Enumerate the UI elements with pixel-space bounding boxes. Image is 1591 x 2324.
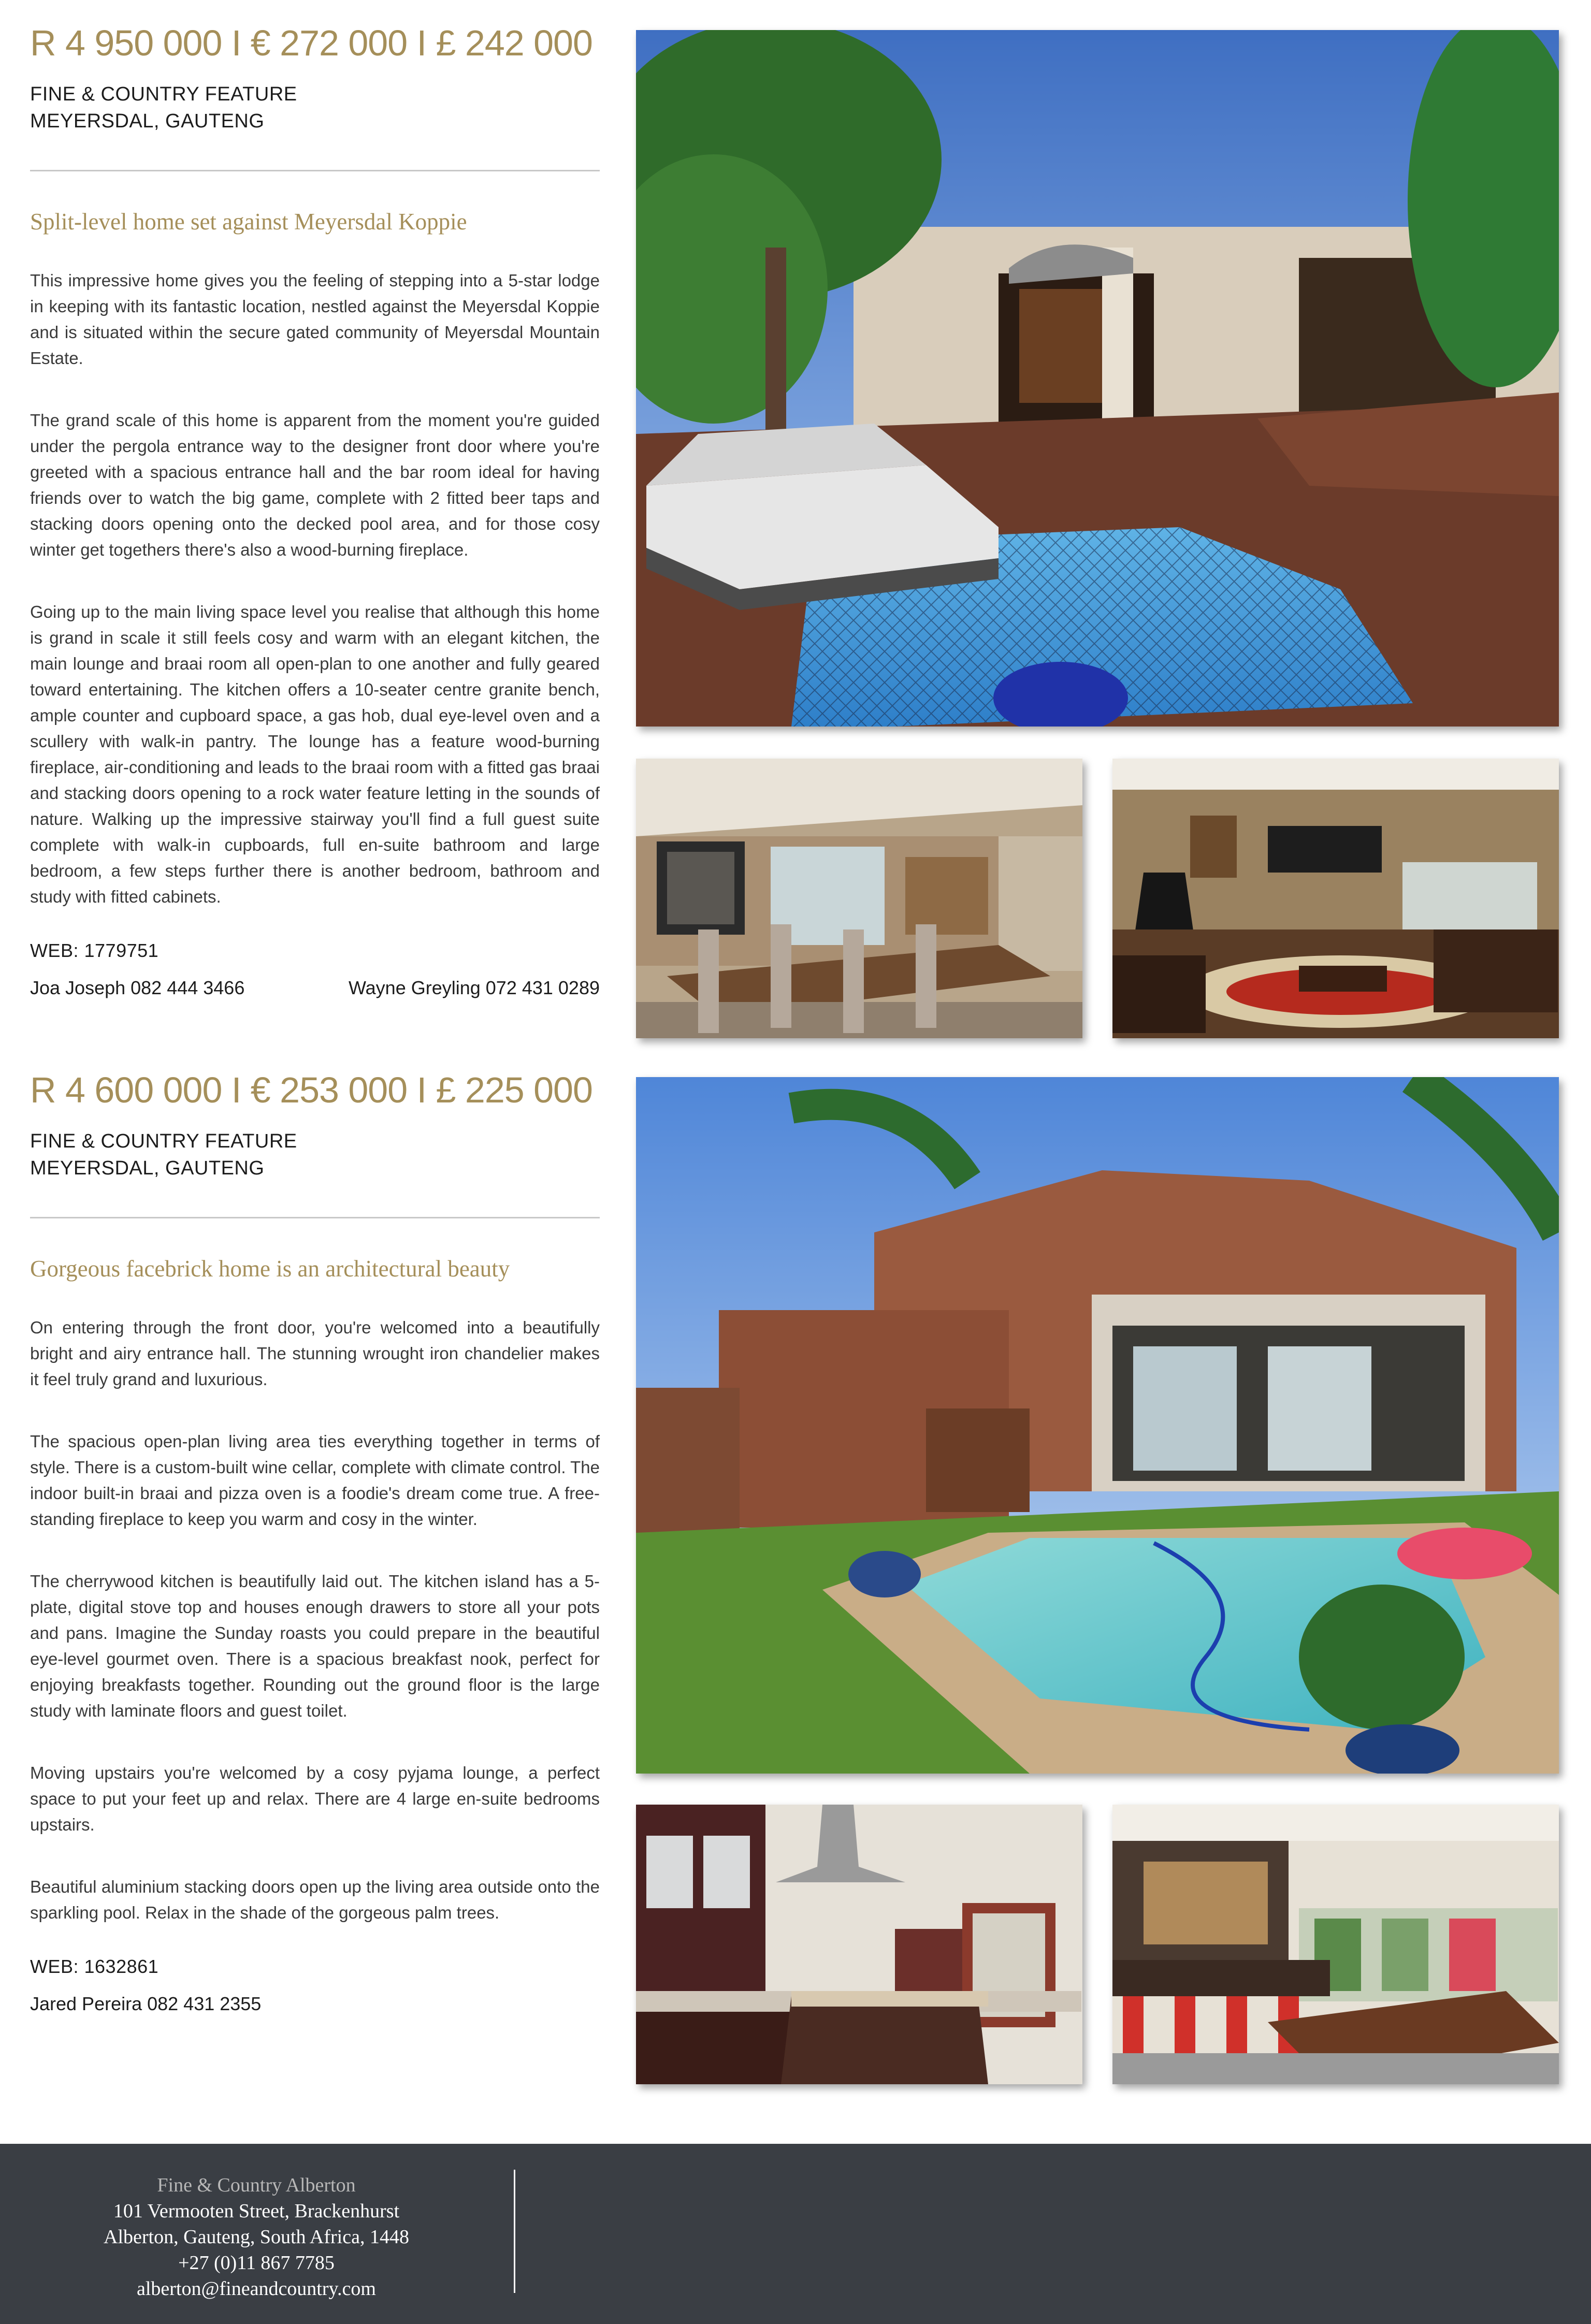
listing-1-web-ref: WEB: 1779751 [30, 940, 159, 961]
listing-2-location: MEYERSDAL, GAUTENG [30, 1157, 265, 1179]
listing-1-photo-dining-room [636, 759, 1082, 1038]
listing-1-agent-1: Joa Joseph 082 444 3466 [30, 977, 245, 998]
listing-2-paragraph-5: Beautiful aluminium stacking doors open up the living area outside onto the sparkling pool. Relax in the shade of the gorgeous palm trees. [30, 1877, 600, 1922]
listing-1-paragraph-3: Going up to the main living space level you realise that although this home is grand in scale it still feels cosy and warm with an elegant kitchen, the main lounge and braai room all open-plan to one another and fully geared toward entertaining. The kitchen offers a 10-seater centre granite bench, ample counter and cupboard space, a gas hob, dual eye-level oven and a scullery with walk-in pantry. The lounge has a feature wood-burning fireplace, air-conditioning and leads to the braai room with a fitted gas braai and stacking doors opening to a rock water feature letting in the sounds of nature. Walking up the impressive stairway you'll find a full guest suite complete with walk-in cupboards, full en-suite bathroom and large bedroom, a few steps further there is another bedroom, bathroom and study with fitted cabinets. [30, 602, 600, 906]
listing-2-photo-open-plan [1112, 1805, 1559, 2084]
listing-2-details [30, 1072, 600, 2015]
listing-1-paragraph-2: The grand scale of this home is apparent from the moment you're guided under the pergola entrance way to the designer front door where you're greeted with a spacious entrance hall and the bar room ideal for having friends over to watch the big game, complete with 2 fitted beer taps and stacking doors opening onto the decked pool area, and for those cosy winter get togethers there's also a wood-burning fireplace. [30, 411, 600, 559]
listing-2-agent-1: Jared Pereira 082 431 2355 [30, 1993, 262, 2014]
listing-1 [0, 0, 1591, 1046]
office-street: 101 Vermooten Street, Brackenhurst [113, 2200, 400, 2222]
listing-1-photo-lounge [1112, 759, 1559, 1038]
listing-2-paragraph-2: The spacious open-plan living area ties everything together in terms of style. There is a custom-built wine cellar, complete with climate control. The indoor built-in braai and pizza oven is a foodie's dream come true. A free-standing fireplace to keep you warm and cosy in the winter. [30, 1432, 600, 1529]
listing-2-photo-house-pool [636, 1077, 1559, 1774]
listing-2 [0, 1046, 1591, 2144]
office-phone[interactable]: +27 (0)11 867 7785 [178, 2252, 335, 2274]
listing-1-headline: Split-level home set against Meyersdal Koppie [30, 209, 467, 235]
office-city: Alberton, Gauteng, South Africa, 1448 [104, 2226, 409, 2248]
listing-2-photo-kitchen [636, 1805, 1082, 2084]
listing-1-agents [30, 977, 600, 999]
listing-1-paragraph-1: This impressive home gives you the feeling of stepping into a 5-star lodge in keeping with its fantastic location, nestled against the Meyersdal Koppie and is situated within the secure gated community of Meyersdal Mountain Estate. [30, 271, 600, 368]
office-footer [0, 2144, 1591, 2324]
office-name: Fine & Country Alberton [157, 2174, 356, 2196]
listing-1-feature-label: FINE & COUNTRY FEATURE [30, 83, 297, 105]
listing-2-feature-label: FINE & COUNTRY FEATURE [30, 1130, 297, 1152]
footer-divider [514, 2170, 515, 2293]
listing-2-paragraph-3: The cherrywood kitchen is beautifully laid out. The kitchen island has a 5-plate, digital stove top and houses enough drawers to store all your pots and pans. Imagine the Sunday roasts you could prepare in the beautiful eye-level gourmet oven. There is a spacious breakfast nook, perfect for enjoying breakfasts together. Rounding out the ground floor is the large study with laminate floors and guest toilet. [30, 1572, 600, 1720]
listing-2-headline: Gorgeous facebrick home is an architectural beauty [30, 1256, 510, 1282]
listing-2-agents [30, 1993, 600, 2015]
listing-1-divider [30, 170, 600, 171]
listing-1-location: MEYERSDAL, GAUTENG [30, 110, 265, 132]
listing-1-details [30, 25, 600, 999]
listing-2-divider [30, 1217, 600, 1218]
listing-1-agent-2: Wayne Greyling 072 431 0289 [349, 977, 600, 998]
listing-2-paragraph-1: On entering through the front door, you're welcomed into a beautifully bright and airy entrance hall. The stunning wrought iron chandelier makes it feel truly grand and luxurious. [30, 1318, 600, 1389]
listing-1-price: R 4 950 000 I € 272 000 I £ 242 000 [30, 23, 592, 63]
listing-1-photo-pool-deck [636, 30, 1559, 727]
office-email[interactable]: alberton@fineandcountry.com [137, 2278, 376, 2300]
listing-2-price: R 4 600 000 I € 253 000 I £ 225 000 [30, 1070, 592, 1110]
listing-2-web-ref: WEB: 1632861 [30, 1956, 159, 1977]
listing-2-paragraph-4: Moving upstairs you're welcomed by a cosy pyjama lounge, a perfect space to put your feet up and relax. There are 4 large en-suite bedrooms upstairs. [30, 1763, 600, 1834]
office-contact-block [73, 2172, 440, 2302]
